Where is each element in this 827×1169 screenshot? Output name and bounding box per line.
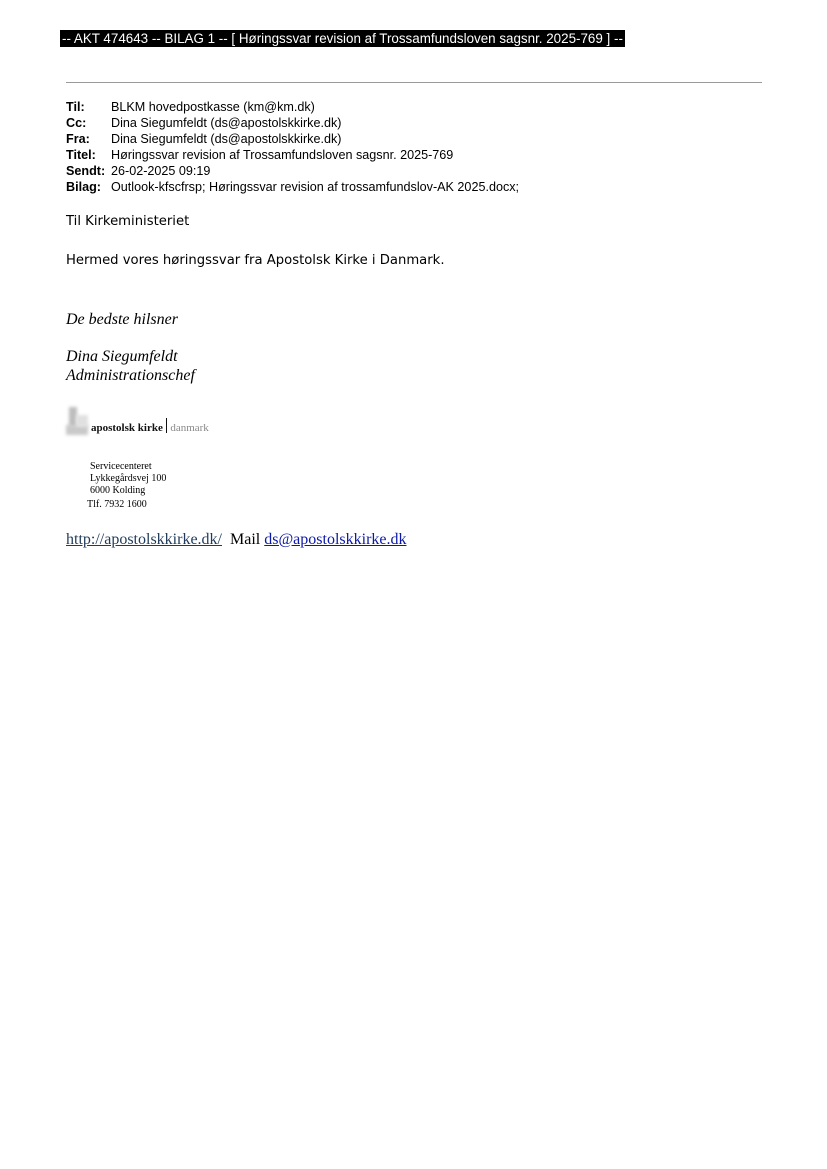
header-value: 26-02-2025 09:19	[111, 164, 211, 178]
header-value: Høringssvar revision af Trossamfundsloven sagsnr. 2025-769	[111, 148, 454, 162]
email-headers	[66, 99, 519, 195]
postal-address	[90, 461, 166, 497]
address-line: Lykkegårdsvej 100	[90, 473, 167, 484]
header-row-sent	[66, 163, 519, 179]
church-logo-icon	[66, 407, 90, 436]
header-value: Dina Siegumfeldt (ds@apostolskkirke.dk)	[111, 116, 342, 130]
header-label: Titel:	[66, 148, 96, 162]
message-body: Hermed vores høringssvar fra Apostolsk Kirke i Danmark.	[66, 253, 445, 268]
header-divider	[66, 82, 762, 83]
logo-wordmark	[91, 418, 209, 436]
header-value: BLKM hovedpostkasse (km@km.dk)	[111, 100, 315, 114]
email-link[interactable]: ds@apostolskkirke.dk	[264, 531, 407, 548]
address-line: 6000 Kolding	[90, 485, 146, 496]
church-logo	[66, 406, 209, 436]
mail-label: Mail	[230, 531, 261, 548]
sender-name: Dina Siegumfeldt	[66, 348, 178, 365]
website-link[interactable]: http://apostolskkirke.dk/	[66, 531, 222, 548]
header-row-from	[66, 131, 519, 147]
header-row-to	[66, 99, 519, 115]
sender-title: Administrationschef	[66, 367, 195, 384]
logo-country: danmark	[170, 422, 209, 434]
greeting: Til Kirkeministeriet	[66, 214, 190, 229]
header-label: Bilag:	[66, 180, 101, 194]
logo-divider	[166, 418, 168, 433]
header-label: Til:	[66, 100, 85, 114]
header-row-title	[66, 147, 519, 163]
header-label: Cc:	[66, 116, 87, 130]
header-value: Outlook-kfscfrsp; Høringssvar revision af trossamfundslov-AK 2025.docx;	[111, 180, 520, 194]
header-value: Dina Siegumfeldt (ds@apostolskkirke.dk)	[111, 132, 342, 146]
contact-links	[66, 530, 407, 549]
header-row-attachments	[66, 179, 519, 195]
header-row-cc	[66, 115, 519, 131]
header-label: Sendt:	[66, 164, 106, 178]
header-label: Fra:	[66, 132, 90, 146]
phone-number: Tlf. 7932 1600	[87, 499, 147, 510]
closing: De bedste hilsner	[66, 311, 178, 328]
document-banner: -- AKT 474643 -- BILAG 1 -- [ Høringssvar revision af Trossamfundsloven sagsnr. 2025-769 ] --	[62, 31, 623, 46]
address-line: Servicecenteret	[90, 461, 152, 472]
logo-name: apostolsk kirke	[91, 422, 163, 434]
